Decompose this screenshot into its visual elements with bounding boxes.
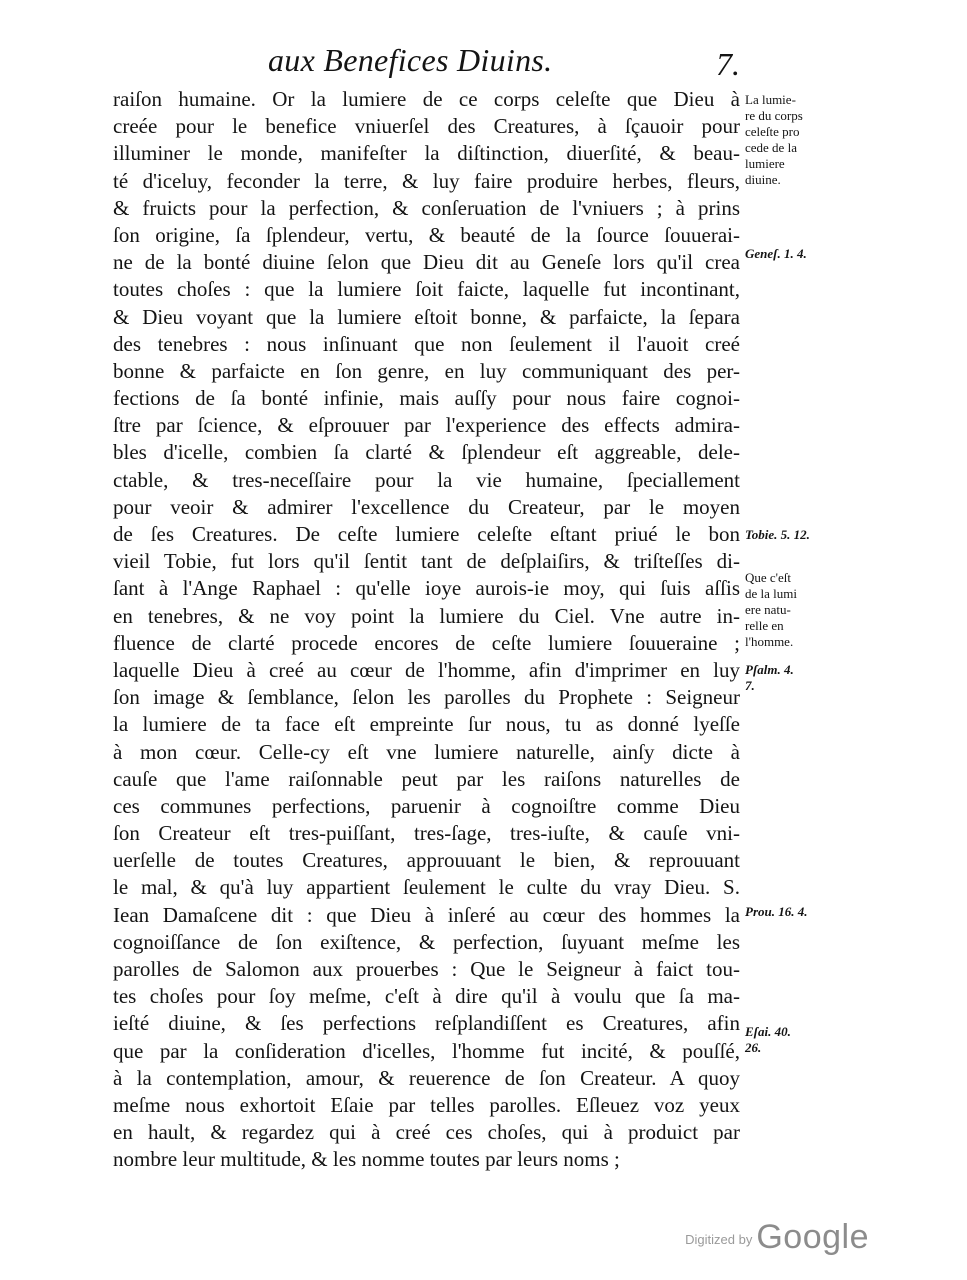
margin-note-line: diuine. [745, 172, 781, 187]
margin-note-line: ere natu- [745, 602, 791, 617]
text-line: à la contemplation, amour, & reuerence de ſon Createur. A quoy [113, 1065, 740, 1090]
text-line: ſon origine, ſa ſplendeur, vertu, & beauté de la ſource ſouuerai- [113, 222, 740, 247]
text-line: creée pour le benefice vniuerſel des Creatures, à ſçauoir pour [113, 114, 740, 139]
digitized-by-google-watermark [685, 1218, 869, 1257]
text-line: raiſon humaine. Or la lumiere de ce corps celeſte que Dieu à [113, 87, 740, 111]
text-line: ctable, & tres-neceſſaire pour la vie humaine, ſpeciallement [113, 467, 740, 492]
margin-note-line: de la lumi [745, 586, 797, 601]
text-line: ſon image & ſemblance, ſelon les parolles du Prophete : Seigneur [113, 685, 740, 710]
text-line: en hault, & regardez qui à creé ces choſes, qui à produict par [113, 1120, 740, 1145]
margin-note-line: Geneſ. 1. 4. [745, 246, 807, 261]
margin-note-line: l'homme. [745, 634, 794, 649]
text-line: à mon cœur. Celle-cy eſt vne lumiere naturelle, ainſy dicte à [113, 739, 740, 764]
text-line: ſon Createur eſt tres-puiſſant, tres-ſage, tres-iuſte, & cauſe vni- [113, 821, 740, 846]
text-line: uerſelle de toutes Creatures, approuuant le bien, & reprouuant [113, 848, 740, 873]
margin-note-line: relle en [745, 618, 784, 633]
text-line: de ſes Creatures. De ceſte lumiere celeſte eſtant priué le bon [113, 522, 740, 546]
text-line: tes choſes pour ſoy meſme, c'eſt à dire qu'il à voulu que ſa ma- [113, 984, 740, 1009]
text-line: vieil Tobie, fut lors qu'il ſentit tant de deſplaiſirs, & triſteſſes di- [113, 549, 740, 574]
text-line: parolles de Salomon aux prouerbes : Que le Seigneur à faict tou- [113, 957, 740, 981]
running-head: aux Benefices Diuins. [268, 42, 553, 78]
watermark-prefix: Digitized by [685, 1232, 753, 1247]
text-line: & Dieu voyant que la lumiere eſtoit bonne, & parfaicte, la ſepara [113, 304, 740, 329]
text-line: bles d'icelle, combien ſa clarté & ſplendeur eſt aggreable, dele- [113, 440, 740, 465]
text-line: Iean Damaſcene dit : que Dieu à inſeré au cœur des hommes la [113, 902, 740, 927]
text-line: ſant à l'Ange Raphael : qu'elle ioye aurois-ie moy, qui ſuis aſſis [113, 576, 740, 601]
text-line: bonne & parfaicte en ſon genre, en luy communiquant des per- [113, 358, 740, 383]
margin-note-psalm-reference [745, 662, 794, 694]
margin-note-proverbs-reference [745, 904, 807, 920]
google-logo: Google [756, 1218, 869, 1256]
text-line: en tenebres, & ne voy point la lumiere du Ciel. Vne autre in- [113, 603, 740, 628]
margin-note-line: re du corps [745, 108, 803, 123]
margin-note-line: Pſalm. 4. [745, 662, 794, 677]
text-line: té d'iceluy, feconder la terre, & luy faire produire herbes, fleurs, [113, 168, 740, 193]
text-line: cognoiſſance de ſon exiſtence, & perfection, ſuyuant meſme les [113, 929, 740, 954]
text-line: ſtre par ſcience, & eſprouuer par l'experience des effects admira- [113, 413, 740, 438]
text-line: pour veoir & admirer l'excellence du Createur, par le moyen [113, 494, 740, 519]
text-line: que par la conſideration d'icelles, l'homme fut incité, & pouſſé, [113, 1038, 740, 1063]
text-line: fluence de clarté procede encores de ceſte lumiere ſouueraine ; [113, 630, 740, 655]
text-line: fections de ſa bonté infinie, mais auſſy pour nous faire cognoi- [113, 386, 740, 411]
text-line: meſme nous exhortoit Eſaie par telles parolles. Eſleuez voz yeux [113, 1092, 740, 1117]
text-line: toutes choſes : que la lumiere ſoit faicte, laquelle fut incontinant, [113, 277, 740, 302]
margin-note-lumiere-naturelle [745, 570, 797, 650]
text-line: illuminer le monde, manifeſter la diſtinction, diuerſité, & beau- [113, 141, 740, 166]
margin-note-line: cede de la [745, 140, 797, 155]
margin-note-line: Que c'eſt [745, 570, 792, 585]
margin-note-tobie-reference [745, 527, 810, 543]
text-line: ieſté diuine, & ſes perfections reſplandiſſent es Creatures, afin [113, 1011, 740, 1036]
text-line: des tenebres : nous inſinuant que non ſeulement il l'auoit creé [113, 331, 740, 356]
margin-note-esaie-reference [745, 1024, 791, 1056]
margin-note-line: Prou. 16. 4. [745, 904, 808, 919]
margin-note-line: celeſte pro [745, 124, 800, 139]
text-line: le mal, & qu'à luy appartient ſeulement le culte du vray Dieu. S. [113, 875, 740, 900]
margin-note-line: Tobie. 5. 12. [745, 527, 810, 542]
margin-note-line: 7. [745, 678, 755, 693]
text-line: nombre leur multitude, & les nomme toutes par leurs noms ; [113, 1147, 620, 1172]
text-line: ces communes perfections, paruenir à cognoiſtre comme Dieu [113, 793, 740, 818]
body-text [113, 86, 740, 1174]
margin-note-line: Eſai. 40. [745, 1024, 791, 1039]
page-number: 7. [716, 46, 740, 82]
text-line: & fruicts pour la perfection, & conſeruation de l'vniuers ; à prins [113, 195, 740, 220]
margin-note-genesis-reference [745, 246, 807, 262]
margin-note-line: 26. [745, 1040, 762, 1055]
text-line: ne de la bonté diuine ſelon que Dieu dit au Geneſe lors qu'il crea [113, 250, 740, 275]
margin-note-line: lumiere [745, 156, 785, 171]
text-line: cauſe que l'ame raiſonnable peut par les raiſons naturelles de [113, 766, 740, 791]
text-line: laquelle Dieu à creé au cœur de l'homme, afin d'imprimer en luy [113, 657, 740, 682]
margin-note-lumiere-du-corps [745, 92, 803, 188]
text-line: la lumiere de ta face eſt empreinte ſur nous, tu as donné lyeſſe [113, 712, 740, 737]
margin-note-line: La lumie- [745, 92, 796, 107]
